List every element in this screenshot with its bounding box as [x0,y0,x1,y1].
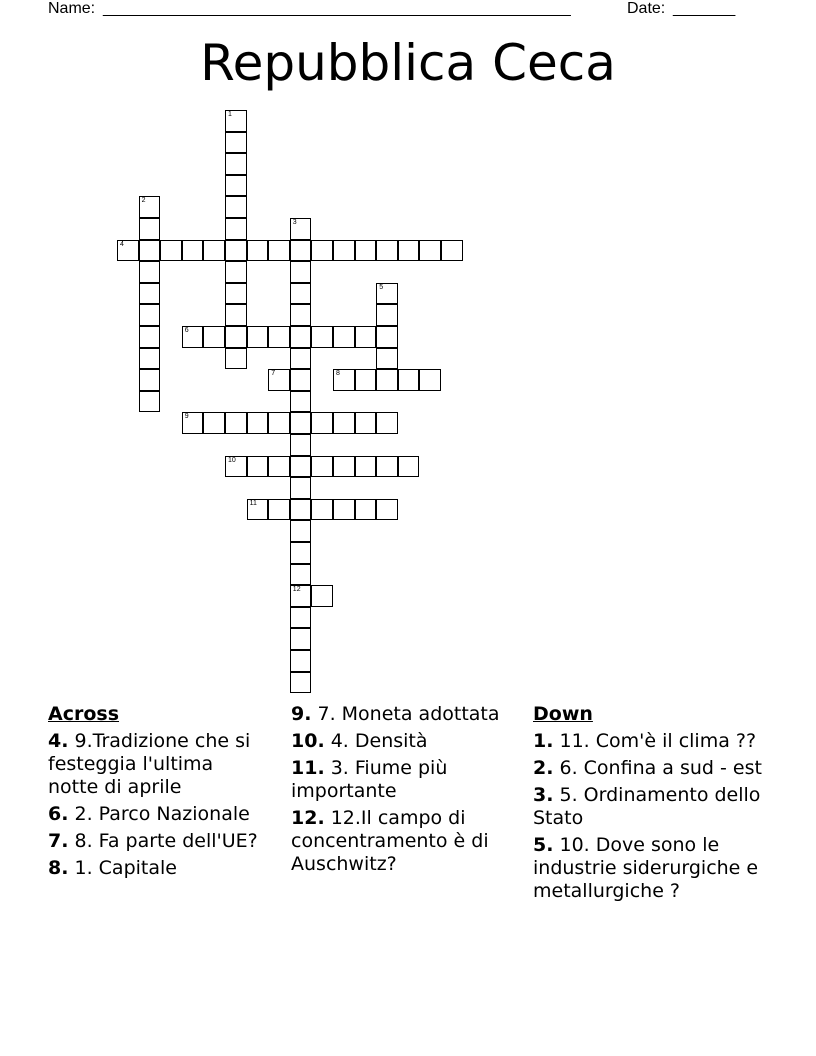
grid-cell[interactable] [311,456,333,478]
grid-cell[interactable] [398,456,420,478]
clue-across-6: 6. 2. Parco Nazionale [48,803,250,825]
grid-cell[interactable] [247,456,269,478]
clue-across-9: 9. 7. Moneta adottata [291,703,500,725]
clue-down-2: 2. 6. Confina a sud - est [533,757,762,779]
clue-across-8: 8. 1. Capitale [48,857,177,879]
across-clues-column-2 [291,703,516,880]
grid-cell[interactable] [290,585,312,607]
grid-cell[interactable] [290,477,312,499]
grid-cell[interactable] [376,412,398,434]
grid-cell[interactable] [290,304,312,326]
cell-number: 1 [228,111,232,118]
grid-cell[interactable] [333,326,355,348]
grid-cell[interactable] [139,240,161,262]
grid-cell[interactable] [268,499,290,521]
grid-cell[interactable] [225,153,247,175]
grid-cell[interactable] [290,434,312,456]
grid-cell[interactable] [311,585,333,607]
grid-cell[interactable] [398,240,420,262]
clue-down-5: 5. 10. Dove sono le industrie siderurgiche e metallurgiche ? [533,834,759,902]
grid-cell[interactable] [225,348,247,370]
cell-number: 3 [292,219,297,226]
grid-cell[interactable] [333,369,355,391]
cell-number: 5 [379,283,384,291]
grid-cell[interactable] [290,607,312,629]
clue-across-4: 4. 9.Tradizione che si festeggia l'ultima notte di aprile [48,730,251,798]
grid-cell[interactable] [290,412,312,434]
grid-cell[interactable] [290,520,312,542]
clue-down-3: 3. 5. Ordinamento dello Stato [533,784,761,829]
grid-cell[interactable] [139,304,161,326]
grid-cell[interactable] [311,499,333,521]
grid-cell[interactable] [376,326,398,348]
grid-cell[interactable] [139,196,161,218]
grid-cell[interactable] [290,456,312,478]
grid-cell[interactable] [203,240,225,262]
grid-cell[interactable] [225,261,247,283]
grid-cell[interactable] [225,456,247,478]
grid-cell[interactable] [139,348,161,370]
grid-cell[interactable] [290,261,312,283]
grid-cell[interactable] [247,499,269,521]
grid-cell[interactable] [290,628,312,650]
grid-cell[interactable] [139,218,161,240]
grid-cell[interactable] [225,196,247,218]
grid-cell[interactable] [376,348,398,370]
cell-number: 9 [184,413,189,421]
cell-number: 4 [120,240,124,248]
grid-cell[interactable] [290,542,312,564]
clue-down-1: 1. 11. Com'è il clima ?? [533,730,757,752]
across-clues-column-1 [48,703,263,884]
cell-number: 10 [228,456,236,464]
grid-cell[interactable] [333,456,355,478]
cell-number: 12 [292,586,301,594]
grid-cell[interactable] [333,412,355,434]
grid-cell[interactable] [268,326,290,348]
grid-cell[interactable] [311,326,333,348]
grid-cell[interactable] [419,240,441,262]
grid-cell[interactable] [355,240,377,262]
grid-cell[interactable] [290,218,312,240]
puzzle-title: Repubblica Ceca [200,34,616,92]
grid-cell[interactable] [290,348,312,370]
cell-number: 6 [184,327,189,334]
grid-cell[interactable] [182,412,204,434]
cell-number: 11 [249,499,257,507]
name-field-line[interactable]: _______________________________________________________ [103,0,571,17]
grid-cell[interactable] [225,132,247,154]
grid-cell[interactable] [290,650,312,672]
grid-cell[interactable] [355,499,377,521]
grid-cell[interactable] [139,391,161,413]
grid-cell[interactable] [139,283,161,305]
grid-cell[interactable] [160,240,182,262]
grid-cell[interactable] [355,369,377,391]
grid-cell[interactable] [376,499,398,521]
grid-cell[interactable] [419,369,441,391]
grid-cell[interactable] [268,456,290,478]
grid-cell[interactable] [225,304,247,326]
clue-across-10: 10. 4. Densità [291,730,428,752]
grid-cell[interactable] [311,240,333,262]
grid-cell[interactable] [398,369,420,391]
grid-cell[interactable] [182,240,204,262]
grid-cell[interactable] [268,369,290,391]
date-label: Date: [627,0,666,17]
grid-cell[interactable] [290,369,312,391]
grid-cell[interactable] [355,456,377,478]
grid-cell[interactable] [376,456,398,478]
grid-cell[interactable] [225,283,247,305]
across-heading: Across [48,703,120,725]
grid-cell[interactable] [441,240,463,262]
clue-across-12: 12. 12.Il campo di concentramento è di Auschwitz? [291,807,489,875]
grid-cell[interactable] [290,564,312,586]
grid-cell[interactable] [225,326,247,348]
grid-cell[interactable] [268,412,290,434]
grid-cell[interactable] [225,175,247,197]
grid-cell[interactable] [290,240,312,262]
grid-cell[interactable] [139,326,161,348]
cell-number: 2 [141,197,146,205]
grid-cell[interactable] [333,240,355,262]
grid-cell[interactable] [376,304,398,326]
grid-cell[interactable] [311,412,333,434]
grid-cell[interactable] [225,110,247,132]
grid-cell[interactable] [376,369,398,391]
grid-cell[interactable] [139,369,161,391]
down-clues-column [533,703,773,907]
grid-cell[interactable] [355,412,377,434]
date-field-line[interactable]: _______ [673,0,736,17]
grid-cell[interactable] [247,412,269,434]
clue-across-7: 7. 8. Fa parte dell'UE? [48,830,258,852]
grid-cell[interactable] [203,412,225,434]
clue-across-11: 11. 3. Fiume più importante [291,757,448,802]
grid-cell[interactable] [290,672,312,694]
grid-cell[interactable] [376,240,398,262]
grid-cell[interactable] [247,240,269,262]
grid-cell[interactable] [117,240,139,262]
grid-cell[interactable] [355,326,377,348]
cell-number: 8 [336,370,340,378]
grid-cell[interactable] [290,283,312,305]
grid-cell[interactable] [225,240,247,262]
cell-number: 7 [271,370,276,378]
grid-cell[interactable] [333,499,355,521]
down-heading: Down [533,703,593,725]
grid-cell[interactable] [203,326,225,348]
grid-cell[interactable] [268,240,290,262]
grid-cell[interactable] [290,391,312,413]
grid-cell[interactable] [290,499,312,521]
grid-cell[interactable] [376,283,398,305]
grid-cell[interactable] [182,326,204,348]
name-label: Name: [48,0,96,17]
grid-cell[interactable] [225,218,247,240]
grid-cell[interactable] [247,326,269,348]
grid-cell[interactable] [139,261,161,283]
grid-cell[interactable] [225,412,247,434]
grid-cell[interactable] [290,326,312,348]
